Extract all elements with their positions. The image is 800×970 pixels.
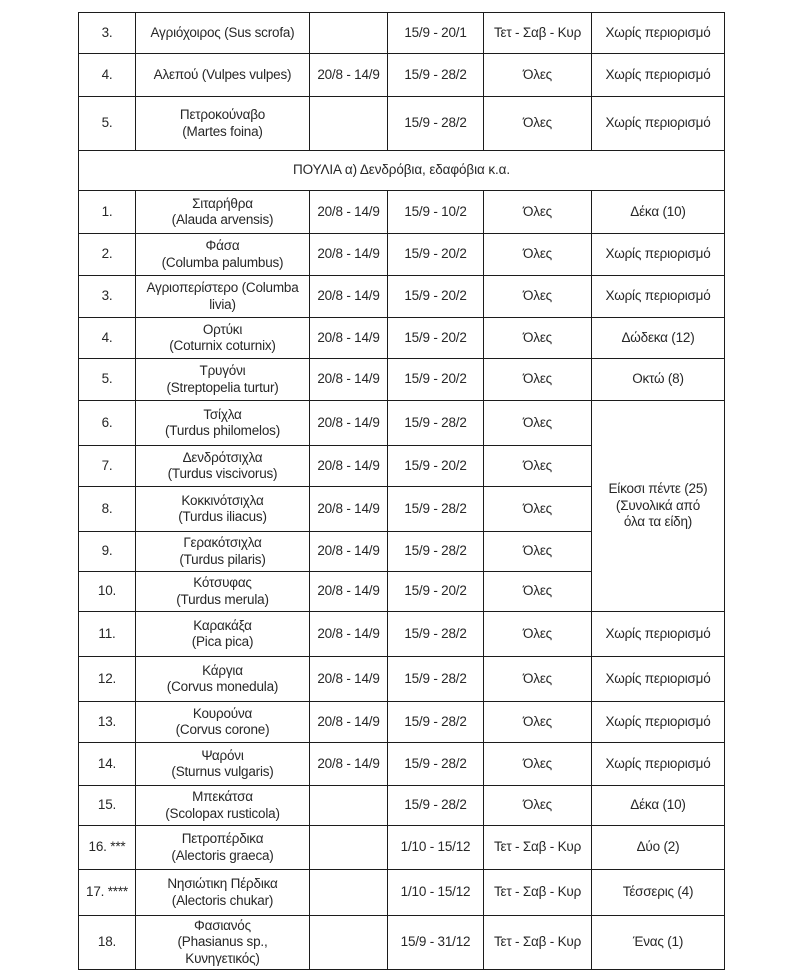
species-common-name: Κότσυφας <box>193 575 252 591</box>
species-latin-name: (Phasianus sp., Κυνηγετικός) <box>177 934 268 966</box>
species-common-name: Σιταρήθρα <box>192 195 253 211</box>
first-period-cell: 20/8 - 14/9 <box>310 446 388 487</box>
first-period-cell: 20/8 - 14/9 <box>310 657 388 702</box>
species-common-name: Γερακότσιχλα <box>183 535 262 551</box>
bag-limit-cell: Χωρίς περιορισμό <box>592 13 725 54</box>
species-latin-name: (Columba palumbus) <box>161 254 284 270</box>
second-period-cell: 15/9 - 10/2 <box>388 191 484 234</box>
species-name-cell <box>136 487 310 532</box>
row-number-cell: 2. <box>79 234 136 276</box>
species-name-cell <box>136 572 310 612</box>
species-latin-name: (Corvus monedula) <box>166 679 279 694</box>
first-period-cell: 20/8 - 14/9 <box>310 359 388 401</box>
species-common-name: Τσίχλα <box>203 406 242 422</box>
species-row <box>79 54 725 97</box>
bag-limit-cell: Τέσσερις (4) <box>592 870 725 916</box>
species-row <box>79 916 725 970</box>
species-row <box>79 786 725 826</box>
species-row <box>79 359 725 401</box>
row-number-cell: 11. <box>79 612 136 657</box>
first-period-cell: 20/8 - 14/9 <box>310 702 388 743</box>
bag-limit-cell: Δώδεκα (12) <box>592 318 725 359</box>
allowed-days-cell: Όλες <box>484 657 592 702</box>
row-number-cell: 14. <box>79 743 136 786</box>
second-period-cell: 15/9 - 28/2 <box>388 702 484 743</box>
species-row <box>79 743 725 786</box>
first-period-cell: 20/8 - 14/9 <box>310 318 388 359</box>
allowed-days-cell: Όλες <box>484 572 592 612</box>
allowed-days-cell: Όλες <box>484 786 592 826</box>
bag-limit-cell: Χωρίς περιορισμό <box>592 234 725 276</box>
species-name-cell <box>136 191 310 234</box>
first-period-cell: 20/8 - 14/9 <box>310 743 388 786</box>
second-period-cell: 15/9 - 20/2 <box>388 318 484 359</box>
species-latin-name: livia) <box>209 296 236 312</box>
species-common-name: Αγριοπερίστερο (Columba <box>146 280 299 296</box>
bag-limit-cell: Δύο (2) <box>592 826 725 870</box>
species-row <box>79 191 725 234</box>
shared-bag-limit-line: (Συνολικά από <box>615 497 701 513</box>
row-number-cell: 6. <box>79 401 136 446</box>
allowed-days-cell: Όλες <box>484 97 592 151</box>
allowed-days-cell: Όλες <box>484 318 592 359</box>
second-period-cell: 15/9 - 20/2 <box>388 572 484 612</box>
first-period-cell <box>310 13 388 54</box>
second-period-cell: 15/9 - 20/2 <box>388 276 484 318</box>
row-number-cell: 12. <box>79 657 136 702</box>
species-name-cell <box>136 532 310 572</box>
bag-limit-cell: Ένας (1) <box>592 916 725 970</box>
bag-limit-cell: Δέκα (10) <box>592 191 725 234</box>
species-row <box>79 13 725 54</box>
second-period-cell: 15/9 - 28/2 <box>388 487 484 532</box>
allowed-days-cell: Όλες <box>484 487 592 532</box>
species-name-cell <box>136 786 310 826</box>
second-period-cell: 15/9 - 28/2 <box>388 612 484 657</box>
section-header-text: ΠΟΥΛΙΑ α) Δενδρόβια, εδαφόβια κ.α. <box>79 151 725 191</box>
bag-limit-cell: Δέκα (10) <box>592 786 725 826</box>
second-period-cell: 1/10 - 15/12 <box>388 870 484 916</box>
species-name-cell <box>136 826 310 870</box>
row-number-cell: 9. <box>79 532 136 572</box>
row-number-cell: 10. <box>79 572 136 612</box>
row-number-cell: 7. <box>79 446 136 487</box>
second-period-cell: 15/9 - 28/2 <box>388 401 484 446</box>
allowed-days-cell: Όλες <box>484 743 592 786</box>
allowed-days-cell: Όλες <box>484 234 592 276</box>
species-latin-name: (Turdus philomelos) <box>165 423 280 438</box>
species-name-cell <box>136 318 310 359</box>
species-latin-name: (Turdus pilaris) <box>179 551 266 567</box>
species-row <box>79 870 725 916</box>
species-name-cell <box>136 702 310 743</box>
bag-limit-cell: Χωρίς περιορισμό <box>592 97 725 151</box>
row-number-cell: 18. <box>79 916 136 970</box>
second-period-cell: 15/9 - 28/2 <box>388 657 484 702</box>
species-row <box>79 318 725 359</box>
species-latin-name: (Turdus merula) <box>176 591 269 607</box>
species-name-cell <box>136 743 310 786</box>
species-common-name: Καρακάξα <box>193 617 252 633</box>
bag-limit-cell: Οκτώ (8) <box>592 359 725 401</box>
species-common-name: Τρυγόνι <box>199 363 246 379</box>
section-header-row <box>79 151 725 191</box>
species-common-name: Αλεπού (Vulpes vulpes) <box>153 66 292 82</box>
species-common-name: Φασιανός <box>194 918 251 933</box>
allowed-days-cell: Τετ - Σαβ - Κυρ <box>484 916 592 970</box>
species-common-name: Κοκκινότσιχλα <box>181 492 264 508</box>
species-name-cell <box>136 54 310 97</box>
row-number-cell: 5. <box>79 97 136 151</box>
species-row <box>79 826 725 870</box>
first-period-cell <box>310 870 388 916</box>
species-name-cell <box>136 916 310 970</box>
species-latin-name: (Turdus iliacus) <box>178 509 267 524</box>
species-name-cell <box>136 446 310 487</box>
species-latin-name: (Alectoris chukar) <box>171 892 274 908</box>
allowed-days-cell: Όλες <box>484 54 592 97</box>
first-period-cell <box>310 786 388 826</box>
hunting-periods-table <box>78 12 725 970</box>
first-period-cell <box>310 826 388 870</box>
species-common-name: Δενδρότσιχλα <box>182 449 263 465</box>
row-number-cell: 13. <box>79 702 136 743</box>
species-name-cell <box>136 612 310 657</box>
first-period-cell: 20/8 - 14/9 <box>310 487 388 532</box>
first-period-cell: 20/8 - 14/9 <box>310 191 388 234</box>
row-number-cell: 1. <box>79 191 136 234</box>
species-latin-name: (Scolopax rusticola) <box>165 805 280 821</box>
species-row <box>79 401 725 446</box>
species-name-cell <box>136 13 310 54</box>
row-number-cell: 8. <box>79 487 136 532</box>
allowed-days-cell: Όλες <box>484 191 592 234</box>
row-number-cell: 15. <box>79 786 136 826</box>
species-row <box>79 612 725 657</box>
species-name-cell <box>136 276 310 318</box>
first-period-cell: 20/8 - 14/9 <box>310 612 388 657</box>
species-name-cell <box>136 870 310 916</box>
species-row <box>79 234 725 276</box>
species-common-name: Πετροπέρδικα <box>181 831 264 847</box>
bag-limit-cell: Χωρίς περιορισμό <box>592 612 725 657</box>
species-name-cell <box>136 657 310 702</box>
row-number-cell: 16. *** <box>79 826 136 870</box>
species-common-name: Νησιώτικη Πέρδικα <box>167 876 278 892</box>
species-name-cell <box>136 234 310 276</box>
second-period-cell: 15/9 - 20/2 <box>388 446 484 487</box>
species-latin-name: (Alauda arvensis) <box>171 212 274 227</box>
second-period-cell: 15/9 - 20/2 <box>388 234 484 276</box>
species-latin-name: (Coturnix coturnix) <box>169 338 276 353</box>
second-period-cell: 15/9 - 20/1 <box>388 13 484 54</box>
allowed-days-cell: Όλες <box>484 401 592 446</box>
row-number-cell: 17. **** <box>79 870 136 916</box>
species-row <box>79 702 725 743</box>
allowed-days-cell: Τετ - Σαβ - Κυρ <box>484 13 592 54</box>
row-number-cell: 3. <box>79 276 136 318</box>
species-common-name: Αγριόχοιρος (Sus scrofa) <box>150 24 295 40</box>
allowed-days-cell: Όλες <box>484 702 592 743</box>
first-period-cell <box>310 97 388 151</box>
species-latin-name: (Turdus viscivorus) <box>167 466 278 481</box>
allowed-days-cell: Όλες <box>484 532 592 572</box>
species-name-cell <box>136 359 310 401</box>
first-period-cell: 20/8 - 14/9 <box>310 54 388 97</box>
second-period-cell: 15/9 - 20/2 <box>388 359 484 401</box>
shared-bag-limit-line: όλα τα είδη) <box>623 514 693 530</box>
species-common-name: Πετροκούναβο <box>179 107 266 123</box>
allowed-days-cell: Όλες <box>484 359 592 401</box>
allowed-days-cell: Τετ - Σαβ - Κυρ <box>484 870 592 916</box>
second-period-cell: 15/9 - 31/12 <box>388 916 484 970</box>
species-name-cell <box>136 401 310 446</box>
bag-limit-cell: Χωρίς περιορισμό <box>592 276 725 318</box>
species-common-name: Κάργια <box>202 662 243 678</box>
species-latin-name: (Martes foina) <box>182 123 263 139</box>
row-number-cell: 4. <box>79 318 136 359</box>
first-period-cell: 20/8 - 14/9 <box>310 532 388 572</box>
allowed-days-cell: Όλες <box>484 612 592 657</box>
species-row <box>79 276 725 318</box>
first-period-cell: 20/8 - 14/9 <box>310 276 388 318</box>
species-row <box>79 97 725 151</box>
second-period-cell: 1/10 - 15/12 <box>388 826 484 870</box>
row-number-cell: 4. <box>79 54 136 97</box>
species-latin-name: (Sturnus vulgaris) <box>171 764 274 779</box>
first-period-cell: 20/8 - 14/9 <box>310 401 388 446</box>
second-period-cell: 15/9 - 28/2 <box>388 54 484 97</box>
species-common-name: Φάσα <box>205 238 240 254</box>
species-common-name: Ορτύκι <box>202 321 243 337</box>
second-period-cell: 15/9 - 28/2 <box>388 532 484 572</box>
second-period-cell: 15/9 - 28/2 <box>388 786 484 826</box>
species-latin-name: (Alectoris graeca) <box>171 847 274 863</box>
species-common-name: Μπεκάτσα <box>192 789 253 805</box>
row-number-cell: 5. <box>79 359 136 401</box>
allowed-days-cell: Όλες <box>484 446 592 487</box>
bag-limit-cell: Χωρίς περιορισμό <box>592 657 725 702</box>
bag-limit-cell: Χωρίς περιορισμό <box>592 54 725 97</box>
bag-limit-cell: Χωρίς περιορισμό <box>592 702 725 743</box>
species-latin-name: (Streptopelia turtur) <box>166 379 279 395</box>
second-period-cell: 15/9 - 28/2 <box>388 743 484 786</box>
species-latin-name: (Corvus corone) <box>175 722 270 737</box>
first-period-cell: 20/8 - 14/9 <box>310 572 388 612</box>
second-period-cell: 15/9 - 28/2 <box>388 97 484 151</box>
species-common-name: Κουρούνα <box>192 705 253 721</box>
species-row <box>79 657 725 702</box>
bag-limit-cell: Χωρίς περιορισμό <box>592 743 725 786</box>
first-period-cell <box>310 916 388 970</box>
species-latin-name: (Pica pica) <box>191 634 254 649</box>
first-period-cell: 20/8 - 14/9 <box>310 234 388 276</box>
species-common-name: Ψαρόνι <box>201 747 244 763</box>
species-name-cell <box>136 97 310 151</box>
allowed-days-cell: Όλες <box>484 276 592 318</box>
allowed-days-cell: Τετ - Σαβ - Κυρ <box>484 826 592 870</box>
row-number-cell: 3. <box>79 13 136 54</box>
shared-bag-limit-cell <box>592 401 725 612</box>
shared-bag-limit-line: Είκοσι πέντε (25) <box>608 481 708 497</box>
